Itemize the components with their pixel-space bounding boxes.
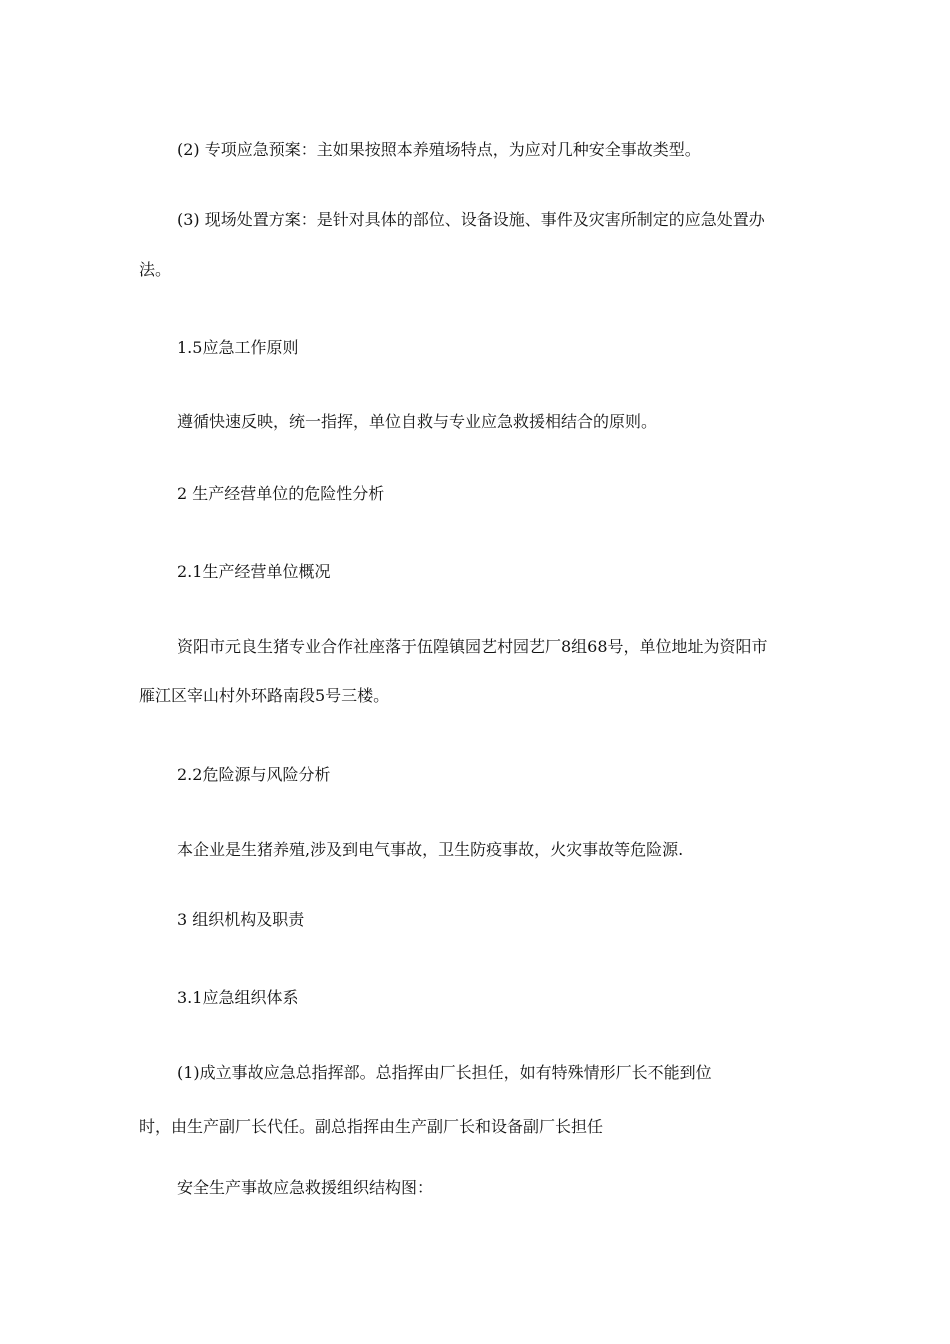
command-text-cont: 时，由生产副厂长代任。副总指挥由生产副厂长和设备副厂长担任 <box>139 1117 604 1136</box>
overview-text-cont: 雁江区宰山村外环路南段5号三楼。 <box>139 686 390 705</box>
org-chart-caption: 安全生产事故应急救援组织结构图： <box>177 1178 434 1197</box>
hazard-text: 本企业是生猪养殖,涉及到电气事故，卫生防疫事故，火灾事故等危险源. <box>177 840 684 859</box>
item-3-onsite-plan-cont: 法。 <box>139 260 172 279</box>
heading-3: 3 组织机构及职责 <box>177 910 305 929</box>
heading-1-5: 1.5应急工作原则 <box>177 338 299 357</box>
heading-2-1: 2.1生产经营单位概况 <box>177 562 331 581</box>
overview-text: 资阳市元良生猪专业合作社座落于伍隍镇园艺村园艺厂8组68号，单位地址为资阳市 <box>177 637 768 656</box>
item-3-onsite-plan: (3) 现场处置方案：是针对具体的部位、设备设施、事件及灾害所制定的应急处置办 <box>177 210 765 229</box>
heading-2: 2 生产经营单位的危险性分析 <box>177 484 385 503</box>
heading-2-2: 2.2危险源与风险分析 <box>177 765 331 784</box>
command-text: (1)成立事故应急总指挥部。总指挥由厂长担任，如有特殊情形厂长不能到位 <box>177 1063 712 1082</box>
item-2-special-plan: (2) 专项应急预案：主如果按照本养殖场特点，为应对几种安全事故类型。 <box>177 140 701 159</box>
heading-3-1: 3.1应急组织体系 <box>177 988 299 1007</box>
principle-text: 遵循快速反映，统一指挥，单位自救与专业应急救援相结合的原则。 <box>177 412 658 431</box>
